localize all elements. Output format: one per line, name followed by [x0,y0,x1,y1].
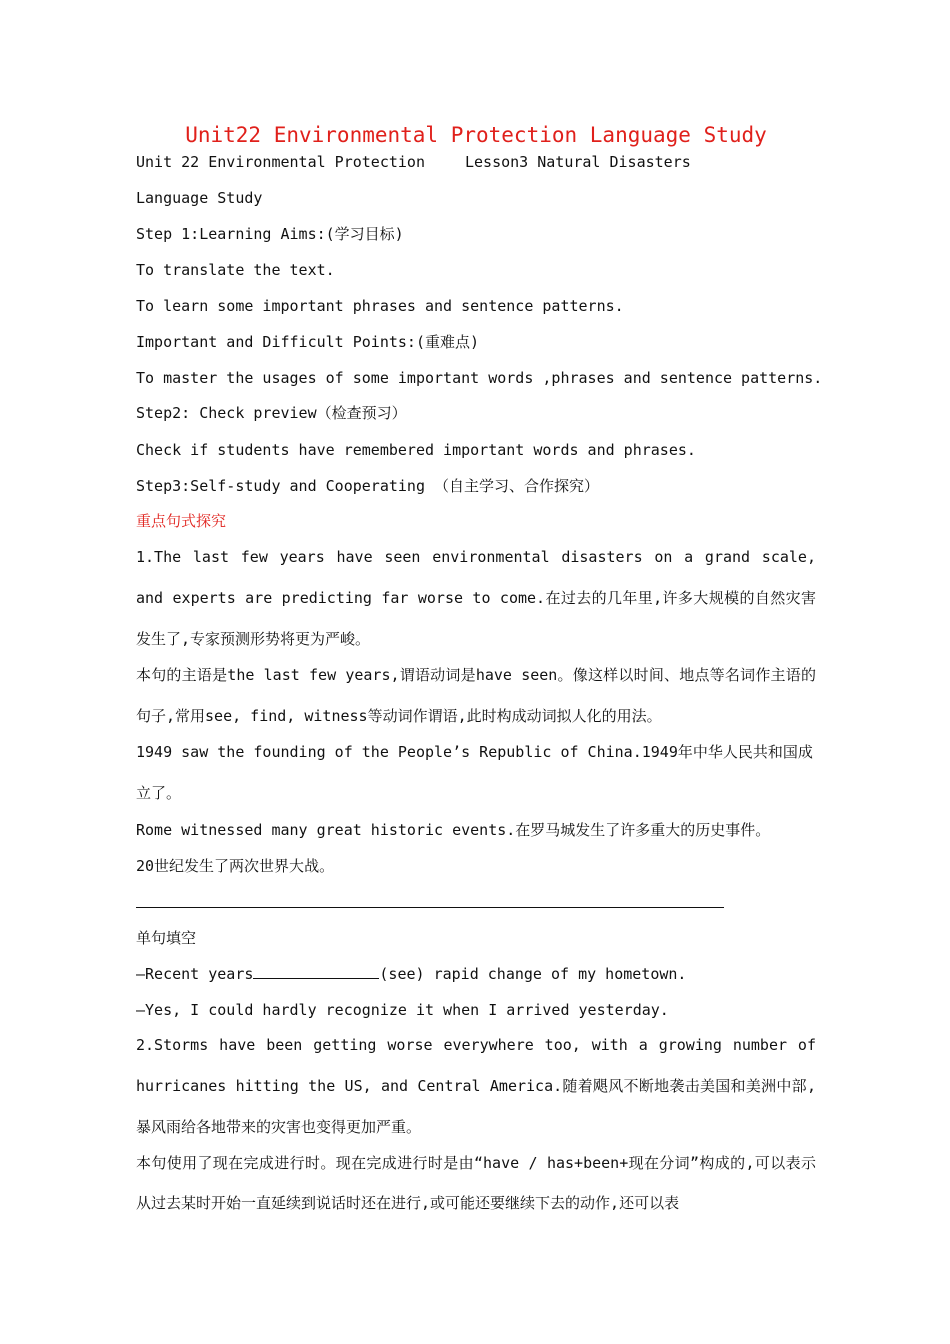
item2-sentence: 2.Storms have been getting worse everywhere too, with a growing number of hurricanes hitting the US, and Central America.随着飓风不断地袭击美国和美洲中部,暴风雨给各地带来的灾害也变得更加严重。 [136,1036,816,1136]
item1-sentence: 1.The last few years have seen environmental disasters on a grand scale, and experts are predicting far worse to come.在过去的几年里,许多大规模的自然灾害发生了,专家预测形势将更为严峻。 [136,548,816,648]
fill-blank-q1 [136,964,816,984]
unit-name: Unit 22 Environmental Protection [136,153,425,171]
step3-heading: Step3:Self-study and Cooperating （自主学习、合作探究） [136,477,600,495]
document-title: Unit22 Environmental Protection Language Study [185,123,767,147]
item1-example3: 20世纪发生了两次世界大战。 [136,857,335,875]
important-points-heading: Important and Difficult Points:(重难点) [136,333,480,351]
item2-explanation: 本句使用了现在完成进行时。现在完成进行时是由“have / has+been+现在分词”构成的,可以表示从过去某时开始一直延续到说话时还在进行,或可能还要继续下去的动作,还可以表 [136,1154,816,1212]
unit-header [136,152,816,172]
language-study-label: Language Study [136,189,263,207]
step2-heading: Step2: Check preview（检查预习） [136,404,407,422]
fill-blank-q2: —Yes, I could hardly recognize it when I arrived yesterday. [136,1001,669,1019]
key-sentence-heading: 重点句式探究 [136,512,227,530]
master-usage-line: To master the usages of some important words ,phrases and sentence patterns. [136,369,823,387]
q1-suffix: (see) rapid change of my hometown. [379,965,687,983]
aim-translate: To translate the text. [136,261,335,279]
aim-phrases: To learn some important phrases and sentence patterns. [136,297,624,315]
answer-line [136,907,724,908]
item1-explanation: 本句的主语是the last few years,谓语动词是have seen。像这样以时间、地点等名词作主语的句子,常用see, find, witness等动词作谓语,此时构成动词拟人化的用法。 [136,666,816,725]
lesson-name: Lesson3 Natural Disasters [464,153,691,171]
fill-blank-heading: 单句填空 [136,929,197,947]
q1-prefix: —Recent years [136,965,254,983]
step1-heading: Step 1:Learning Aims:(学习目标) [136,225,404,243]
check-line: Check if students have remembered important words and phrases. [136,441,696,459]
item1-example2: Rome witnessed many great historic events.在罗马城发生了许多重大的历史事件。 [136,821,771,839]
item1-example1: 1949 saw the founding of the People’s Republic of China.1949年中华人民共和国成立了。 [136,743,813,802]
q1-blank[interactable] [253,964,379,979]
